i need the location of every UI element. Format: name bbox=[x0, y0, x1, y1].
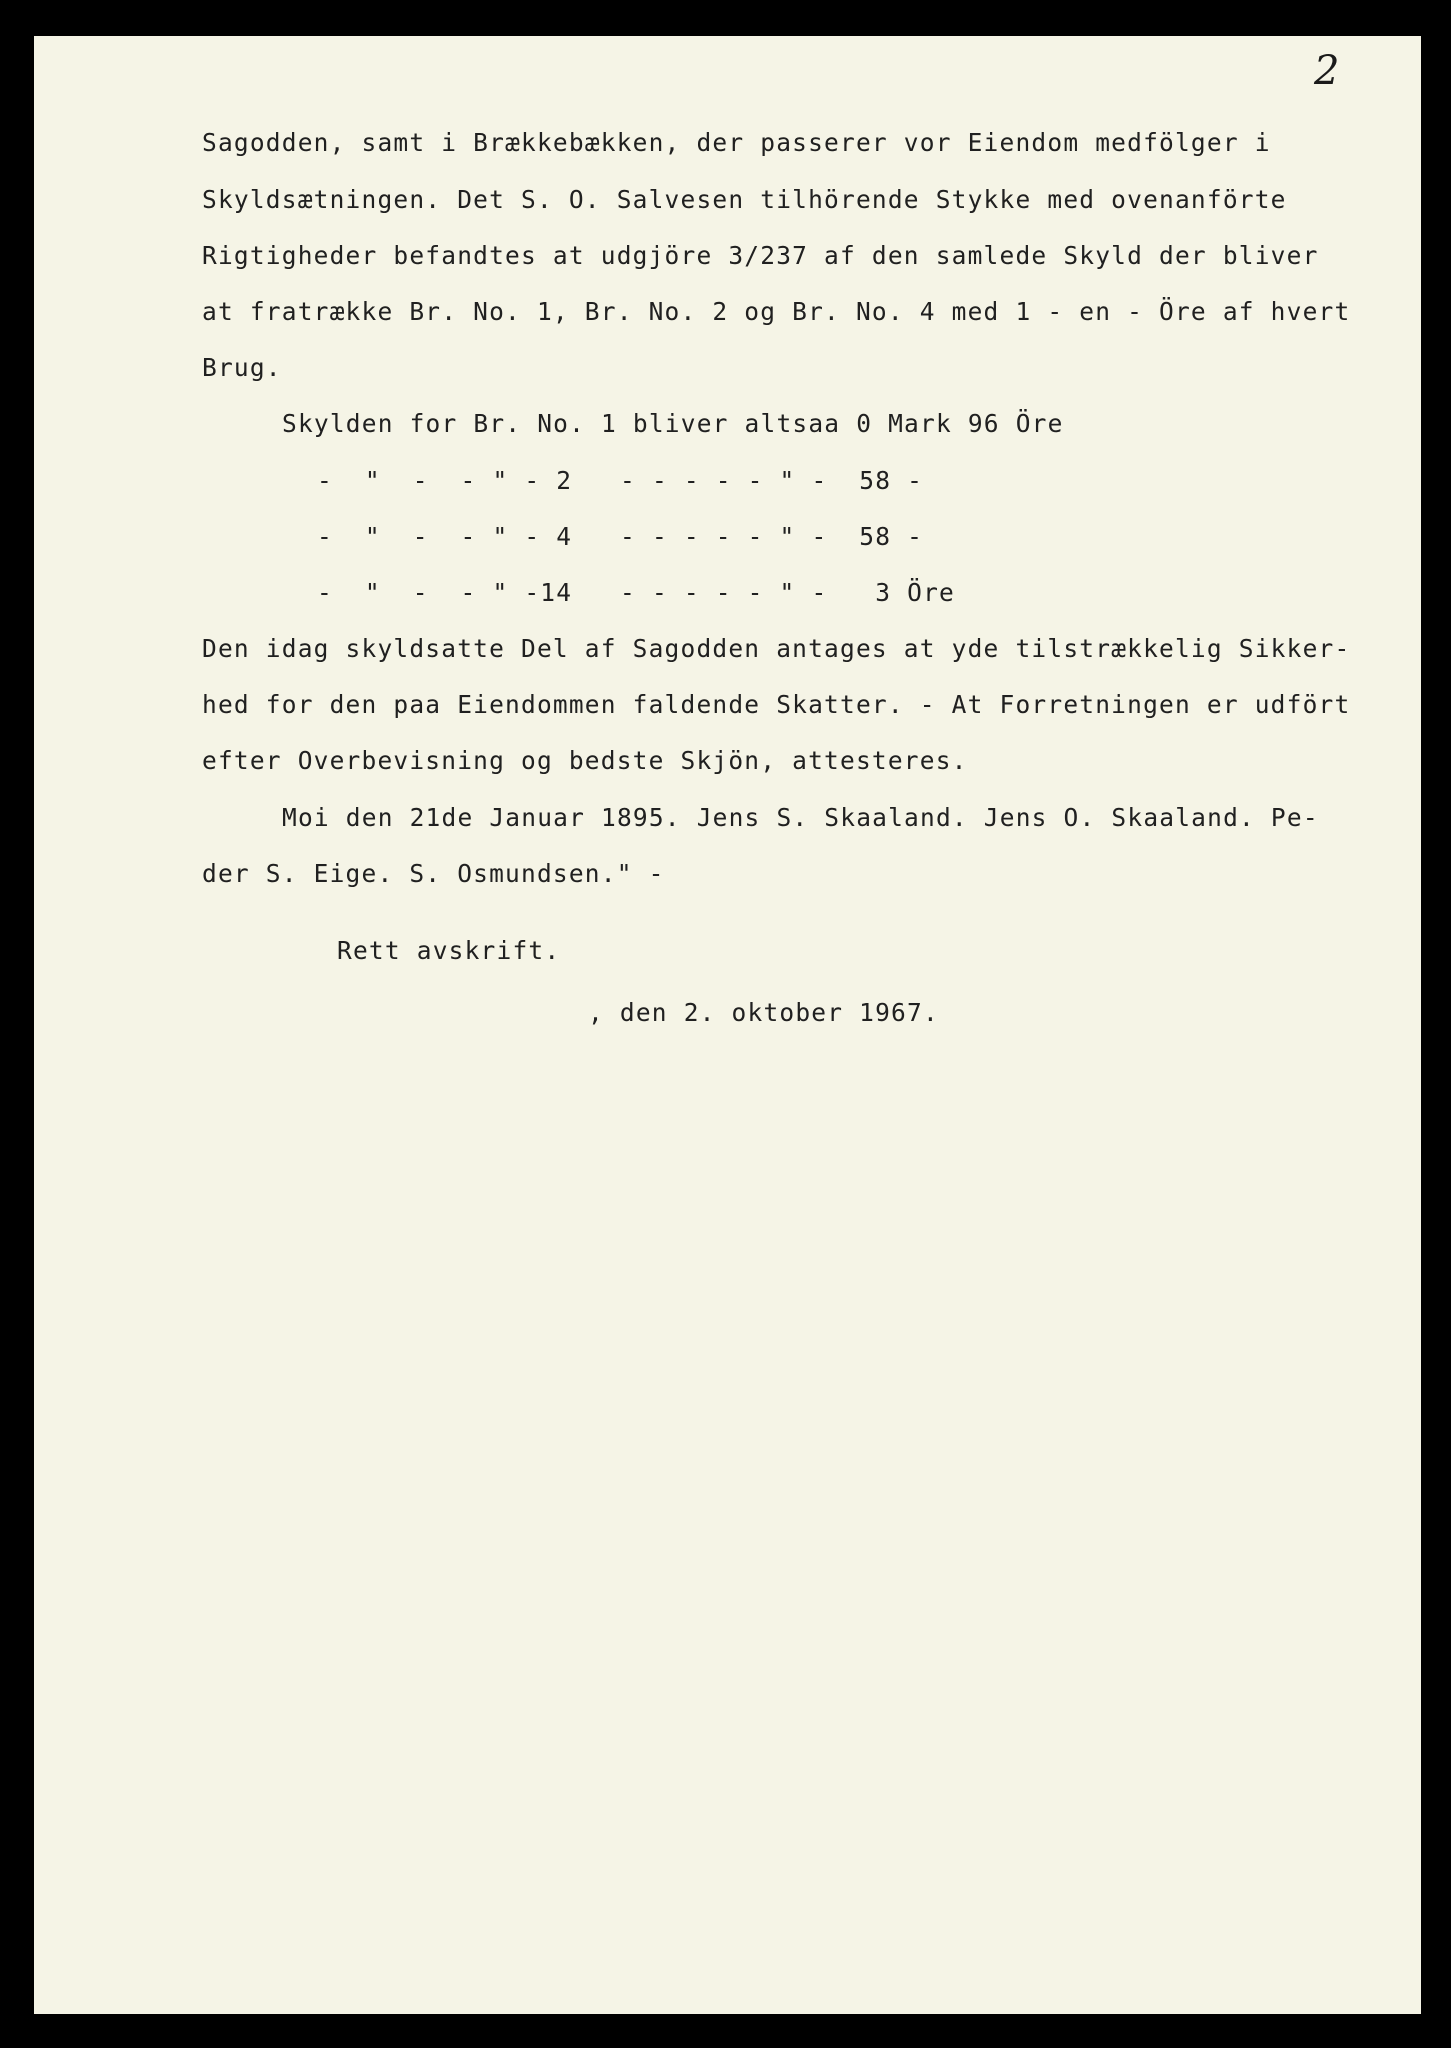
text-line-2: Skyldsætningen. Det S. O. Salvesen tilhörende Stykke med ovenanförte bbox=[202, 185, 1287, 214]
text-line-12: efter Overbevisning og bedste Skjön, attesteres. bbox=[202, 746, 968, 775]
page-number: 2 bbox=[1314, 48, 1340, 94]
text-line-1: Sagodden, samt i Brækkebækken, der passerer vor Eiendom medfölger i bbox=[202, 128, 1271, 157]
text-line-5: Brug. bbox=[202, 353, 282, 382]
document-page bbox=[34, 36, 1421, 2014]
text-line-11: hed for den paa Eiendommen faldende Skatter. - At Forretningen er udfört bbox=[202, 690, 1351, 719]
text-line-4: at fratrække Br. No. 1, Br. No. 2 og Br. No. 4 med 1 - en - Öre af hvert bbox=[202, 297, 1351, 326]
text-line-6: Skylden for Br. No. 1 bliver altsaa 0 Mark 96 Öre bbox=[282, 409, 1064, 438]
text-line-13: Moi den 21de Januar 1895. Jens S. Skaaland. Jens O. Skaaland. Pe- bbox=[282, 803, 1319, 832]
text-line-16: , den 2. oktober 1967. bbox=[588, 998, 939, 1027]
text-line-9: - " - - " -14 - - - - - " - 3 Öre bbox=[317, 578, 956, 607]
text-line-7: - " - - " - 2 - - - - - " - 58 - bbox=[317, 466, 924, 495]
text-line-15: Rett avskrift. bbox=[337, 936, 561, 965]
text-line-3: Rigtigheder befandtes at udgjöre 3/237 af den samlede Skyld der bliver bbox=[202, 241, 1319, 270]
text-line-14: der S. Eige. S. Osmundsen." - bbox=[202, 859, 665, 888]
text-line-10: Den idag skyldsatte Del af Sagodden antages at yde tilstrækkelig Sikker- bbox=[202, 634, 1351, 663]
text-line-8: - " - - " - 4 - - - - - " - 58 - bbox=[317, 522, 924, 551]
